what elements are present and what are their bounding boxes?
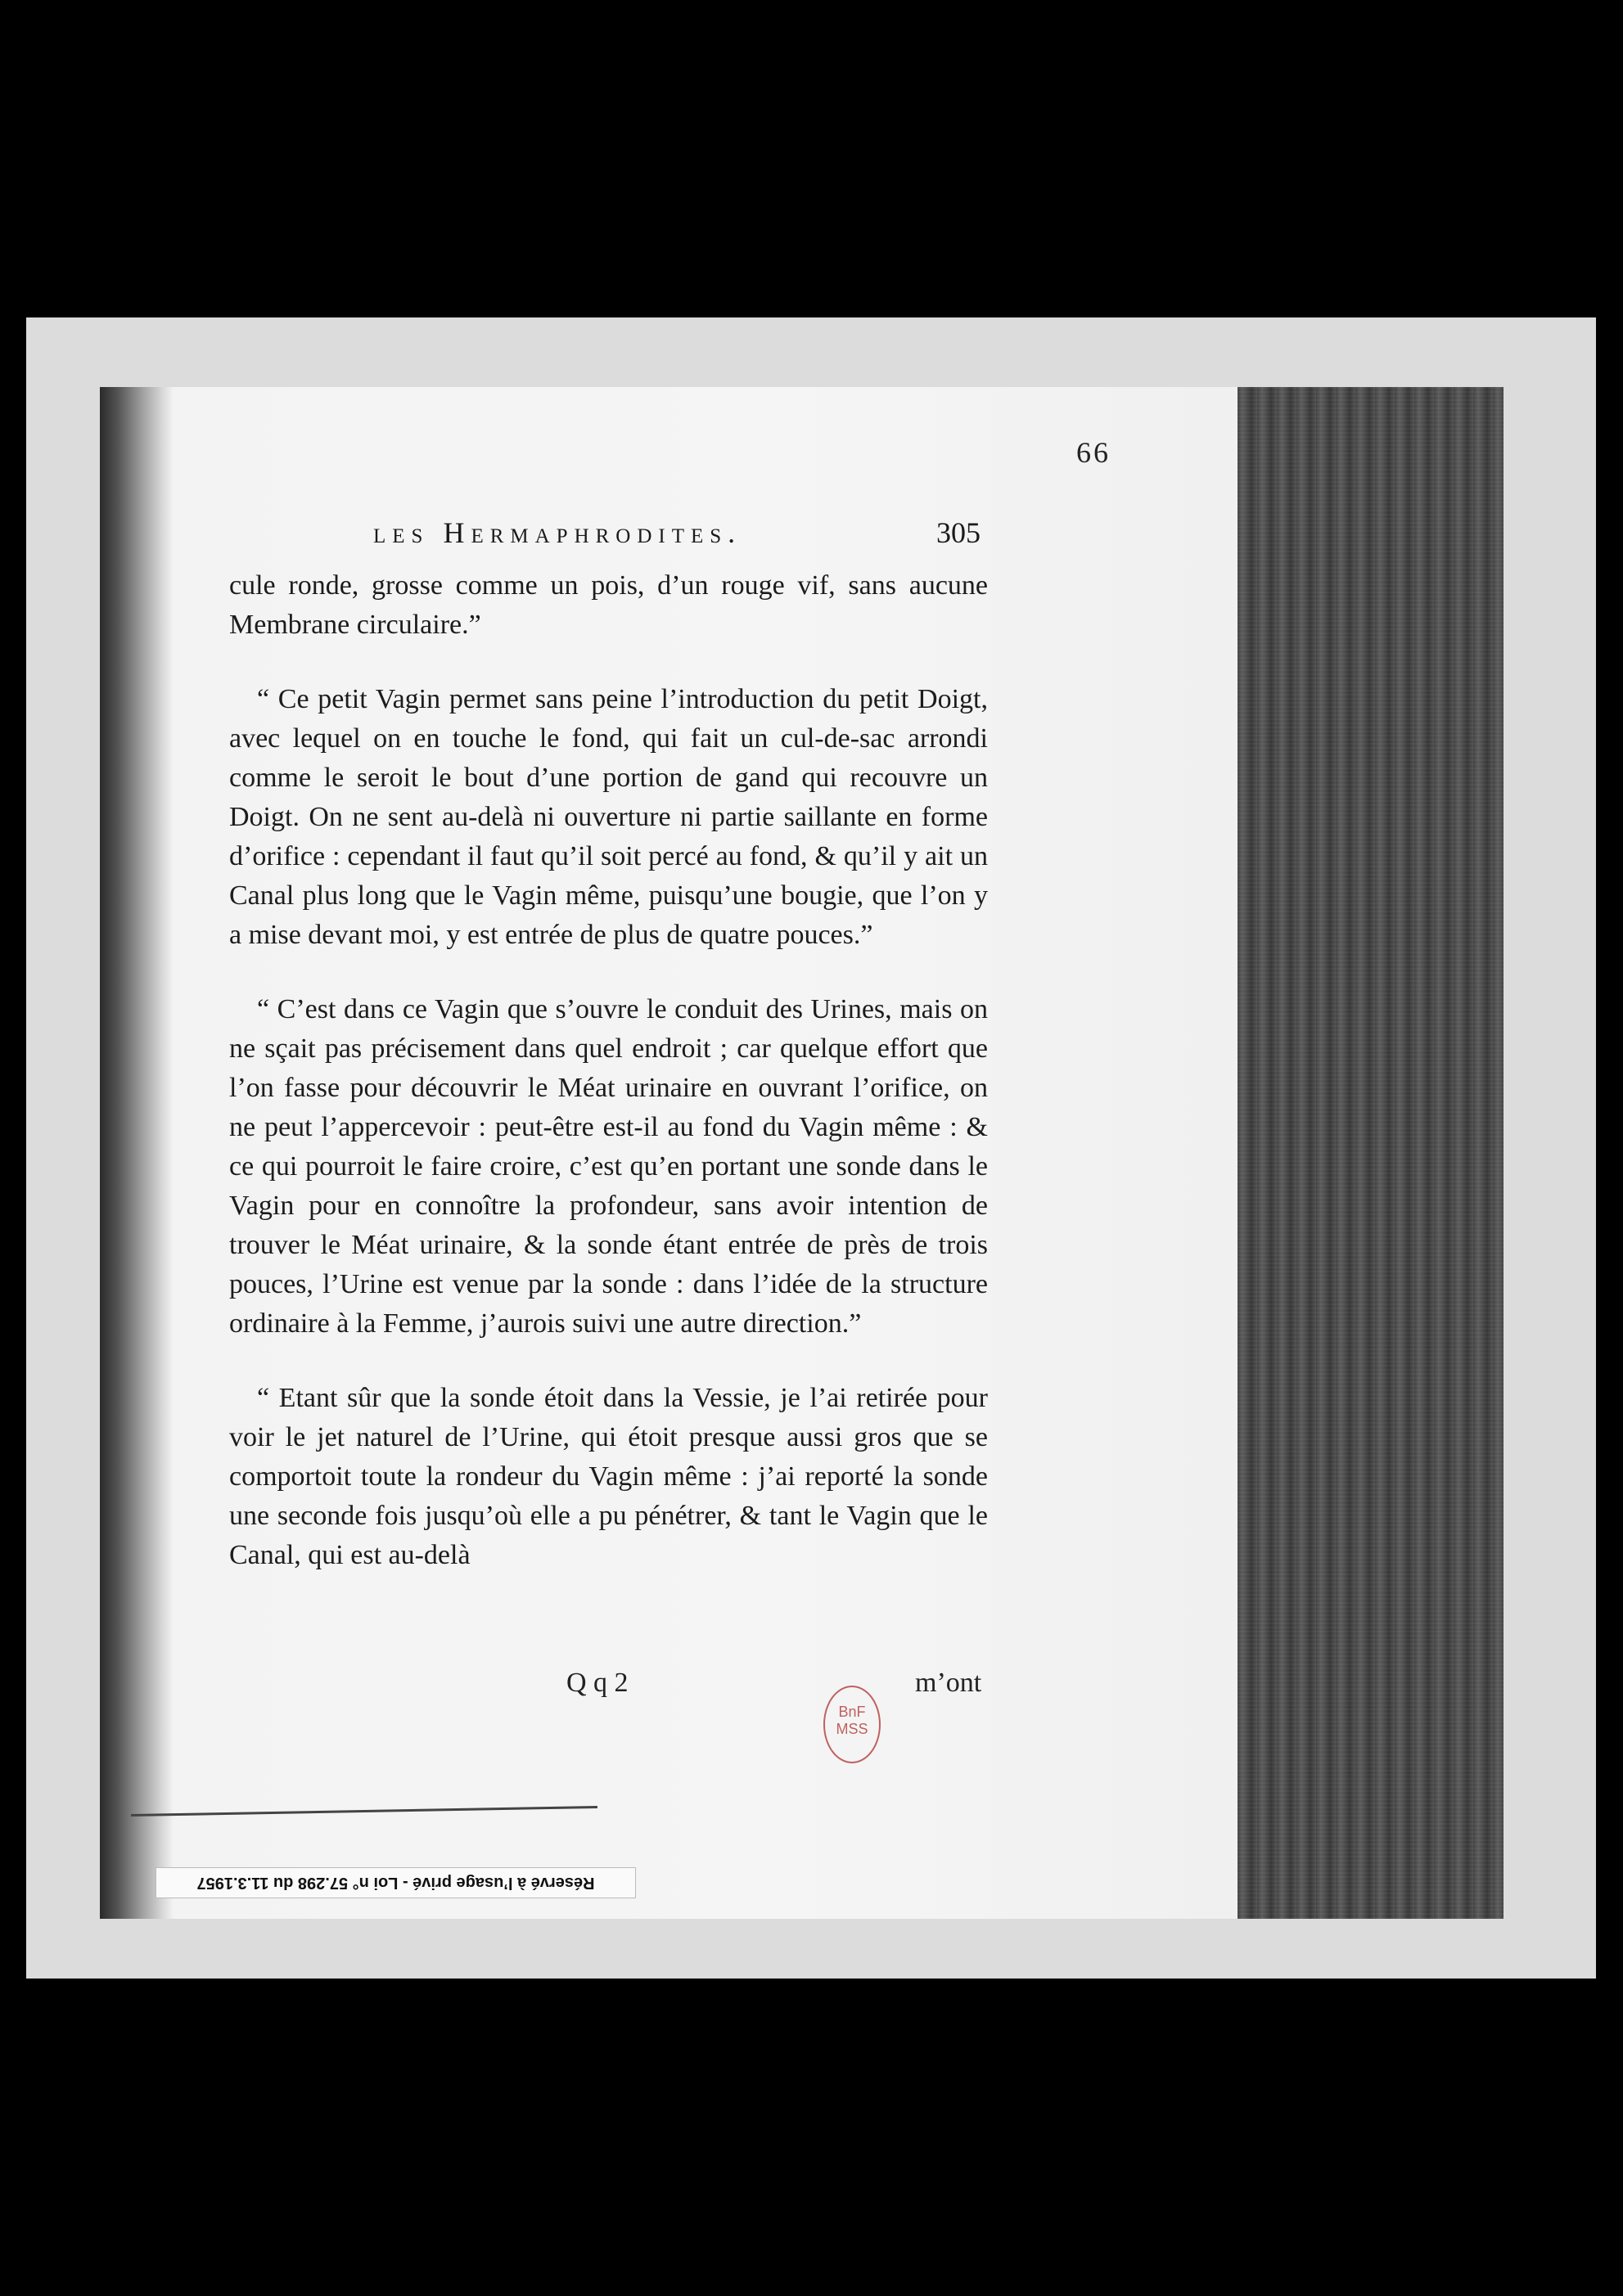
paragraph: “ C’est dans ce Vagin que s’ouvre le conduit des Urines, mais on ne sçait pas précisement dans quel endroit ; car quelque effort que l’on fasse pour découvrir le Méat urinaire en ouvrant l’orifice, on ne peut l’appercevoir : peut-être est-il au fond du Vagin même : & ce qui pourroit le faire croire, c’est qu’en portant une sonde dans le Vagin pour en connoître la profondeur, sans avoir intention de trouver le Méat urinaire, & la sonde étant entrée de près de trois pouces, l’Urine est venue par la sonde : dans l’idée de la structure ordinaire à la Femme, j’aurois suivi une autre direction.” [229, 994, 988, 1339]
catchword: m’ont [915, 1668, 982, 1698]
running-head [373, 515, 987, 556]
stamp-line: BnF [838, 1704, 866, 1720]
folio-number: 66 [1076, 436, 1111, 469]
paragraph: “ Ce petit Vagin permet sans peine l’introduction du petit Doigt, avec lequel on en touche le fond, qui fait un cul-de-sac arrondi comme le seroit le bout d’une portion de gand qui recouvre un Doigt. On ne sent au-delà ni ouverture ni partie saillante en forme d’orifice : cependant il faut qu’il soit percé au fond, & qu’il y ait un Canal plus long que le Vagin même, puisqu’une bougie, que l’on y a mise devant moi, y est entrée de plus de quatre pouces.” [229, 684, 988, 950]
adjacent-page-shadow [1238, 387, 1504, 1919]
body-text [229, 566, 988, 1610]
library-stamp [823, 1686, 881, 1763]
running-head-title: les Hermaphrodites. [373, 516, 742, 549]
signature-mark: Q q 2 [566, 1668, 629, 1698]
page-number: 305 [936, 516, 981, 549]
paragraph: cule ronde, grosse comme un pois, d’un rouge vif, sans aucune Membrane circulaire.” [229, 570, 988, 640]
paragraph: “ Etant sûr que la sonde étoit dans la Vessie, je l’ai retirée pour voir le jet naturel de l’Urine, qui étoit presque aussi gros que se comportoit toute la rondeur du Vagin même : j’ai reporté la sonde une seconde fois jusqu’où elle a pu pénétrer, & tant le Vagin que le Canal, qui est au-delà [229, 1383, 988, 1570]
binding-gutter [100, 387, 174, 1919]
restriction-notice: Réservé à l’usage privé - Loi n° 57.298 du 11.3.1957 [156, 1867, 636, 1898]
stamp-line: MSS [836, 1721, 868, 1737]
